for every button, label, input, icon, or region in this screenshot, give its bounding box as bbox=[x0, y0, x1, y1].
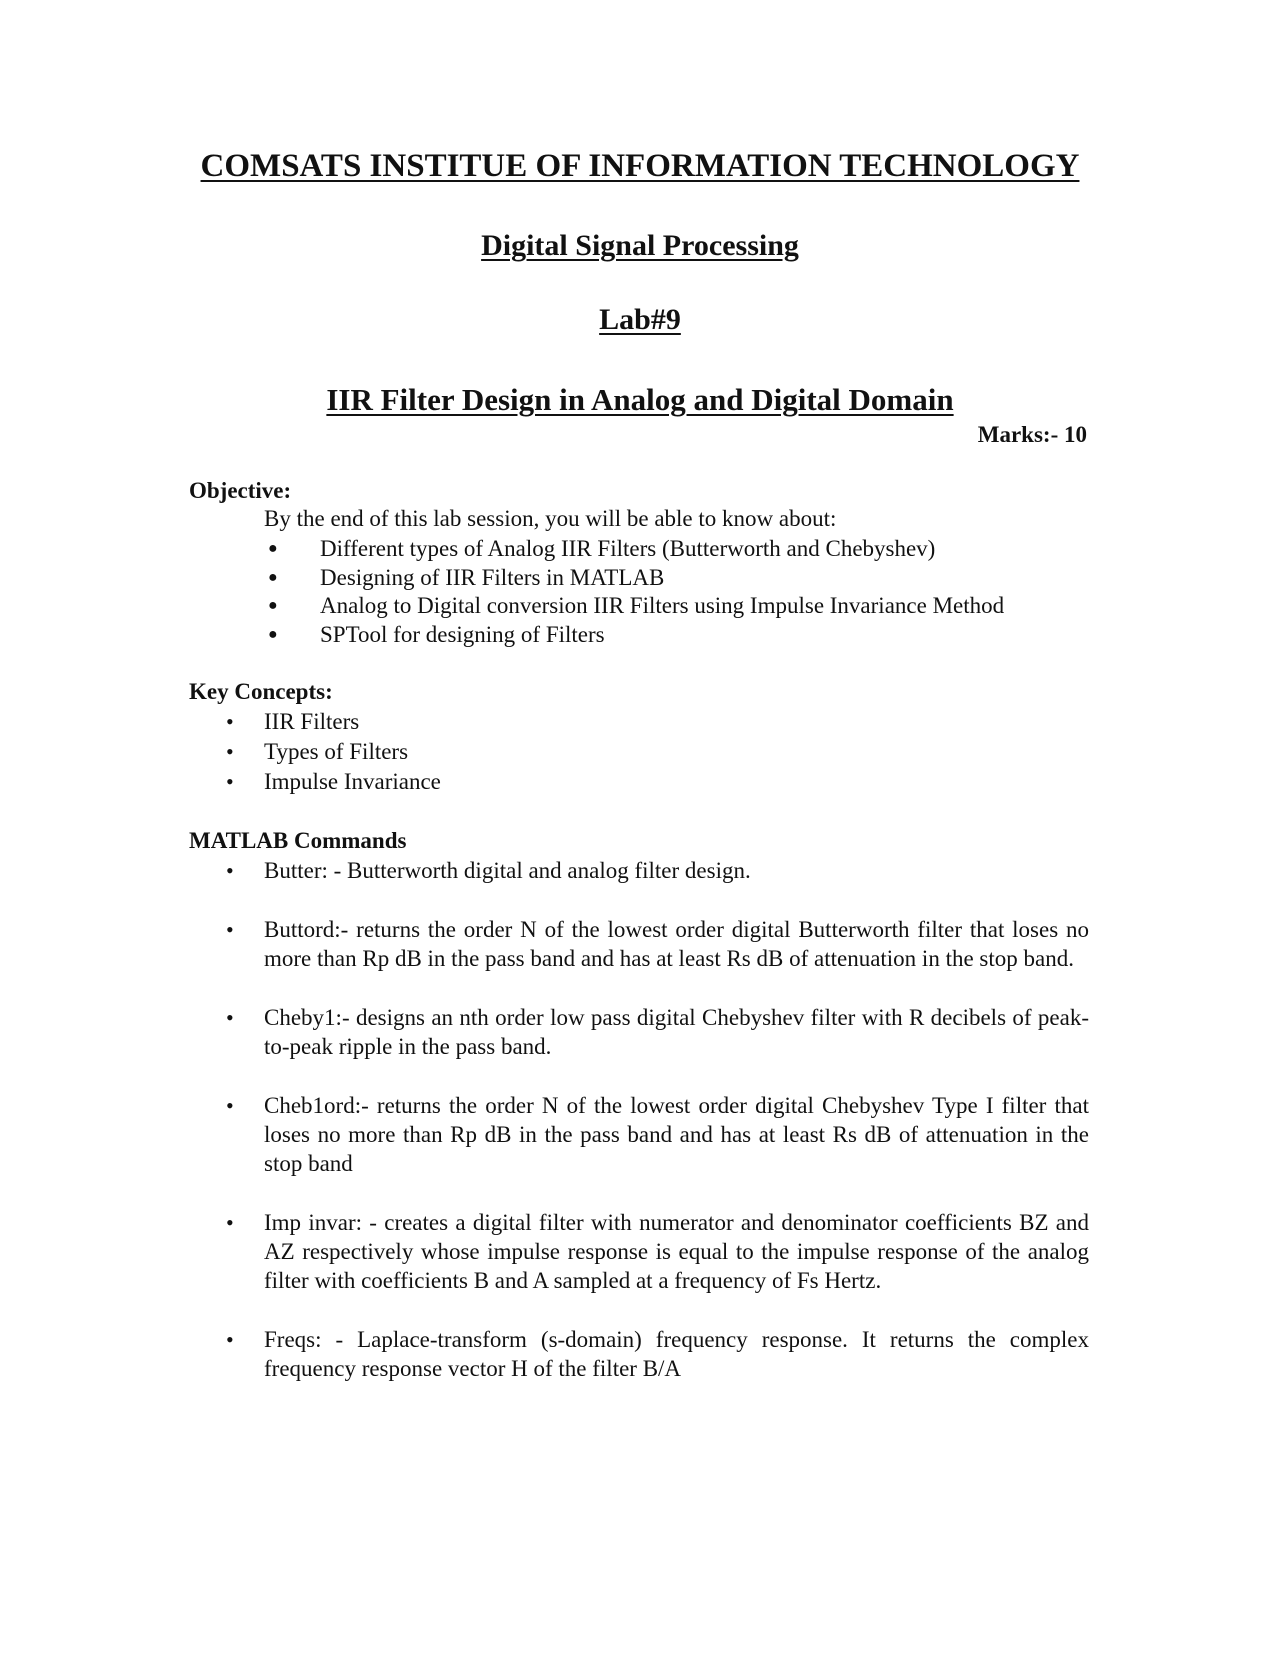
marks-label: Marks:- 10 bbox=[977, 422, 1087, 447]
list-item-text: Impulse Invariance bbox=[264, 769, 441, 794]
list-item bbox=[189, 707, 441, 737]
list-item-text: Cheby1:- designs an nth order low pass digital Chebyshev filter with R decibels of peak-to-peak ripple in the pass band. bbox=[264, 1005, 1089, 1059]
key-concepts-title: Key Concepts: bbox=[189, 679, 333, 704]
bullet-icon: • bbox=[226, 917, 234, 942]
bullet-icon: • bbox=[226, 1327, 234, 1352]
course-heading: Digital Signal Processing bbox=[481, 229, 799, 262]
list-item-text: Imp invar: - creates a digital filter with numerator and denominator coefficients BZ and AZ respectively whose impulse response is equal to the impulse response of the analog filter with coefficients B and A sampled at a frequency of Fs Hertz. bbox=[264, 1210, 1089, 1293]
bullet-icon: • bbox=[226, 769, 234, 794]
list-item-text: Buttord:- returns the order N of the lowest order digital Butterworth filter that loses no more than Rp dB in the pass band and has at least Rs dB of attenuation in the stop band. bbox=[264, 917, 1089, 971]
bullet-icon: ● bbox=[268, 597, 278, 615]
list-item bbox=[264, 535, 1004, 564]
list-item bbox=[189, 1208, 1089, 1295]
institution-heading: COMSATS INSTITUE OF INFORMATION TECHNOLOGY bbox=[200, 148, 1080, 184]
list-item bbox=[264, 592, 1004, 621]
list-item bbox=[189, 1091, 1089, 1178]
list-item bbox=[189, 1003, 1089, 1061]
list-item bbox=[189, 737, 441, 767]
list-item bbox=[264, 621, 1004, 650]
matlab-commands-title: MATLAB Commands bbox=[189, 828, 407, 853]
bullet-icon: • bbox=[226, 709, 234, 734]
list-item bbox=[264, 564, 1004, 593]
list-item-text: Types of Filters bbox=[264, 739, 409, 764]
bullet-icon: ● bbox=[268, 626, 278, 644]
list-item bbox=[189, 915, 1089, 973]
list-item-text: Designing of IIR Filters in MATLAB bbox=[320, 564, 665, 590]
key-concepts-list bbox=[189, 707, 441, 797]
list-item bbox=[189, 1325, 1089, 1383]
list-item-text: SPTool for designing of Filters bbox=[320, 622, 605, 648]
list-item bbox=[189, 856, 1089, 885]
objective-title: Objective: bbox=[189, 478, 292, 503]
bullet-icon: ● bbox=[268, 568, 278, 586]
objective-intro: By the end of this lab session, you will be able to know about: bbox=[264, 506, 837, 531]
bullet-icon: ● bbox=[268, 540, 278, 557]
list-item-text: Analog to Digital conversion IIR Filters using Impulse Invariance Method bbox=[320, 593, 1005, 619]
list-item-text: Butter: - Butterworth digital and analog filter design. bbox=[264, 858, 751, 883]
list-item-text: Different types of Analog IIR Filters (Butterworth and Chebyshev) bbox=[320, 536, 936, 561]
list-item-text: IIR Filters bbox=[264, 709, 360, 734]
lab-heading: Lab#9 bbox=[599, 303, 681, 336]
topic-heading: IIR Filter Design in Analog and Digital Domain bbox=[326, 382, 954, 417]
list-item-text: Freqs: - Laplace-transform (s-domain) frequency response. It returns the complex frequency response vector H of the filter B/A bbox=[264, 1327, 1089, 1381]
bullet-icon: • bbox=[226, 858, 234, 883]
list-item-text: Cheb1ord:- returns the order N of the lowest order digital Chebyshev Type I filter that loses no more than Rp dB in the pass band and has at least Rs dB of attenuation in the stop band bbox=[264, 1093, 1089, 1176]
bullet-icon: • bbox=[226, 739, 234, 764]
list-item bbox=[189, 767, 441, 797]
matlab-commands-list bbox=[189, 856, 1089, 1383]
bullet-icon: • bbox=[226, 1005, 234, 1030]
objective-list bbox=[264, 535, 1004, 650]
bullet-icon: • bbox=[226, 1210, 234, 1235]
bullet-icon: • bbox=[226, 1093, 234, 1118]
